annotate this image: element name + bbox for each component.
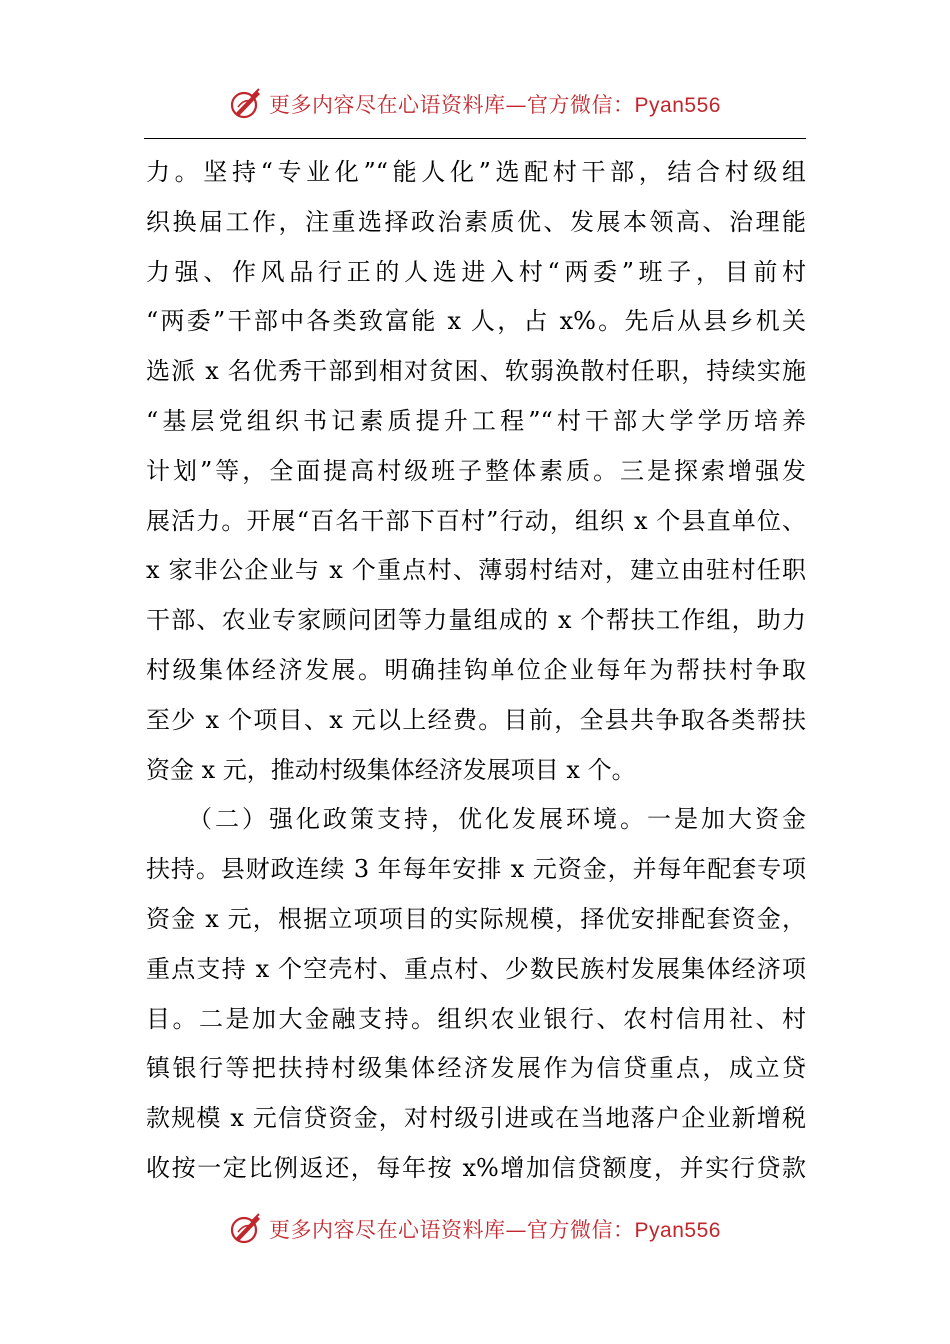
text-line: 资金 x 元，推动村级集体经济发展项目 x 个。: [146, 755, 636, 784]
text-line: “两委”干部中各类致富能 x 人，占 x%。先后从县乡机关: [146, 307, 806, 336]
text-line: x 家非公企业与 x 个重点村、薄弱村结对，建立由驻村任职: [146, 556, 806, 585]
text-line: 扶持。县财政连续 3 年每年安排 x 元资金，并每年配套专项: [146, 855, 806, 884]
watermark-text: 更多内容尽在心语资料库—官方微信：Pyan556: [269, 93, 721, 117]
text-line: “基层党组织书记素质提升工程”“村干部大学学历培养: [146, 406, 806, 435]
watermark-account: Pyan556: [634, 1219, 721, 1242]
text-line: 织换届工作，注重选择政治素质优、发展本领高、治理能: [146, 207, 806, 236]
text-line: 力。坚持“专业化”“能人化”选配村干部，结合村级组: [146, 158, 806, 186]
header-watermark: [0, 84, 950, 124]
document-body: [146, 148, 806, 1194]
quill-seal-icon: [229, 87, 263, 121]
watermark-account: Pyan556: [634, 94, 721, 117]
section-heading-line: （二）强化政策支持，优化发展环境。一是加大资金: [146, 805, 806, 834]
text-line: 款规模 x 元信贷资金，对村级引进或在当地落户企业新增税: [146, 1104, 806, 1133]
text-line: 展活力。开展“百名干部下百村”行动，组织 x 个县直单位、: [146, 506, 806, 535]
text-line: 资金 x 元，根据立项项目的实际规模，择优安排配套资金，: [146, 904, 806, 933]
header-rule: [144, 138, 806, 139]
text-line: 收按一定比例返还，每年按 x%增加信贷额度，并实行贷款: [146, 1153, 806, 1182]
text-line: 干部、农业专家顾问团等力量组成的 x 个帮扶工作组，助力: [146, 606, 806, 635]
text-line: 村级集体经济发展。明确挂钩单位企业每年为帮扶村争取: [146, 655, 806, 684]
text-line: 至少 x 个项目、x 元以上经费。目前，全县共争取各类帮扶: [146, 705, 806, 734]
text-line: 计划”等，全面提高村级班子整体素质。三是探索增强发: [146, 456, 806, 485]
text-line: 选派 x 名优秀干部到相对贫困、软弱涣散村任职，持续实施: [146, 357, 806, 386]
quill-seal-icon: [229, 1212, 263, 1246]
text-line: 目。二是加大金融支持。组织农业银行、农村信用社、村: [146, 1004, 806, 1033]
text-line: 力强、作风品行正的人选进入村“两委”班子，目前村: [146, 257, 806, 286]
text-line: 重点支持 x 个空壳村、重点村、少数民族村发展集体经济项: [146, 954, 806, 983]
footer-watermark: [0, 1209, 950, 1249]
watermark-text: 更多内容尽在心语资料库—官方微信：Pyan556: [269, 1218, 721, 1242]
text-line: 镇银行等把扶持村级集体经济发展作为信贷重点，成立贷: [146, 1054, 806, 1083]
